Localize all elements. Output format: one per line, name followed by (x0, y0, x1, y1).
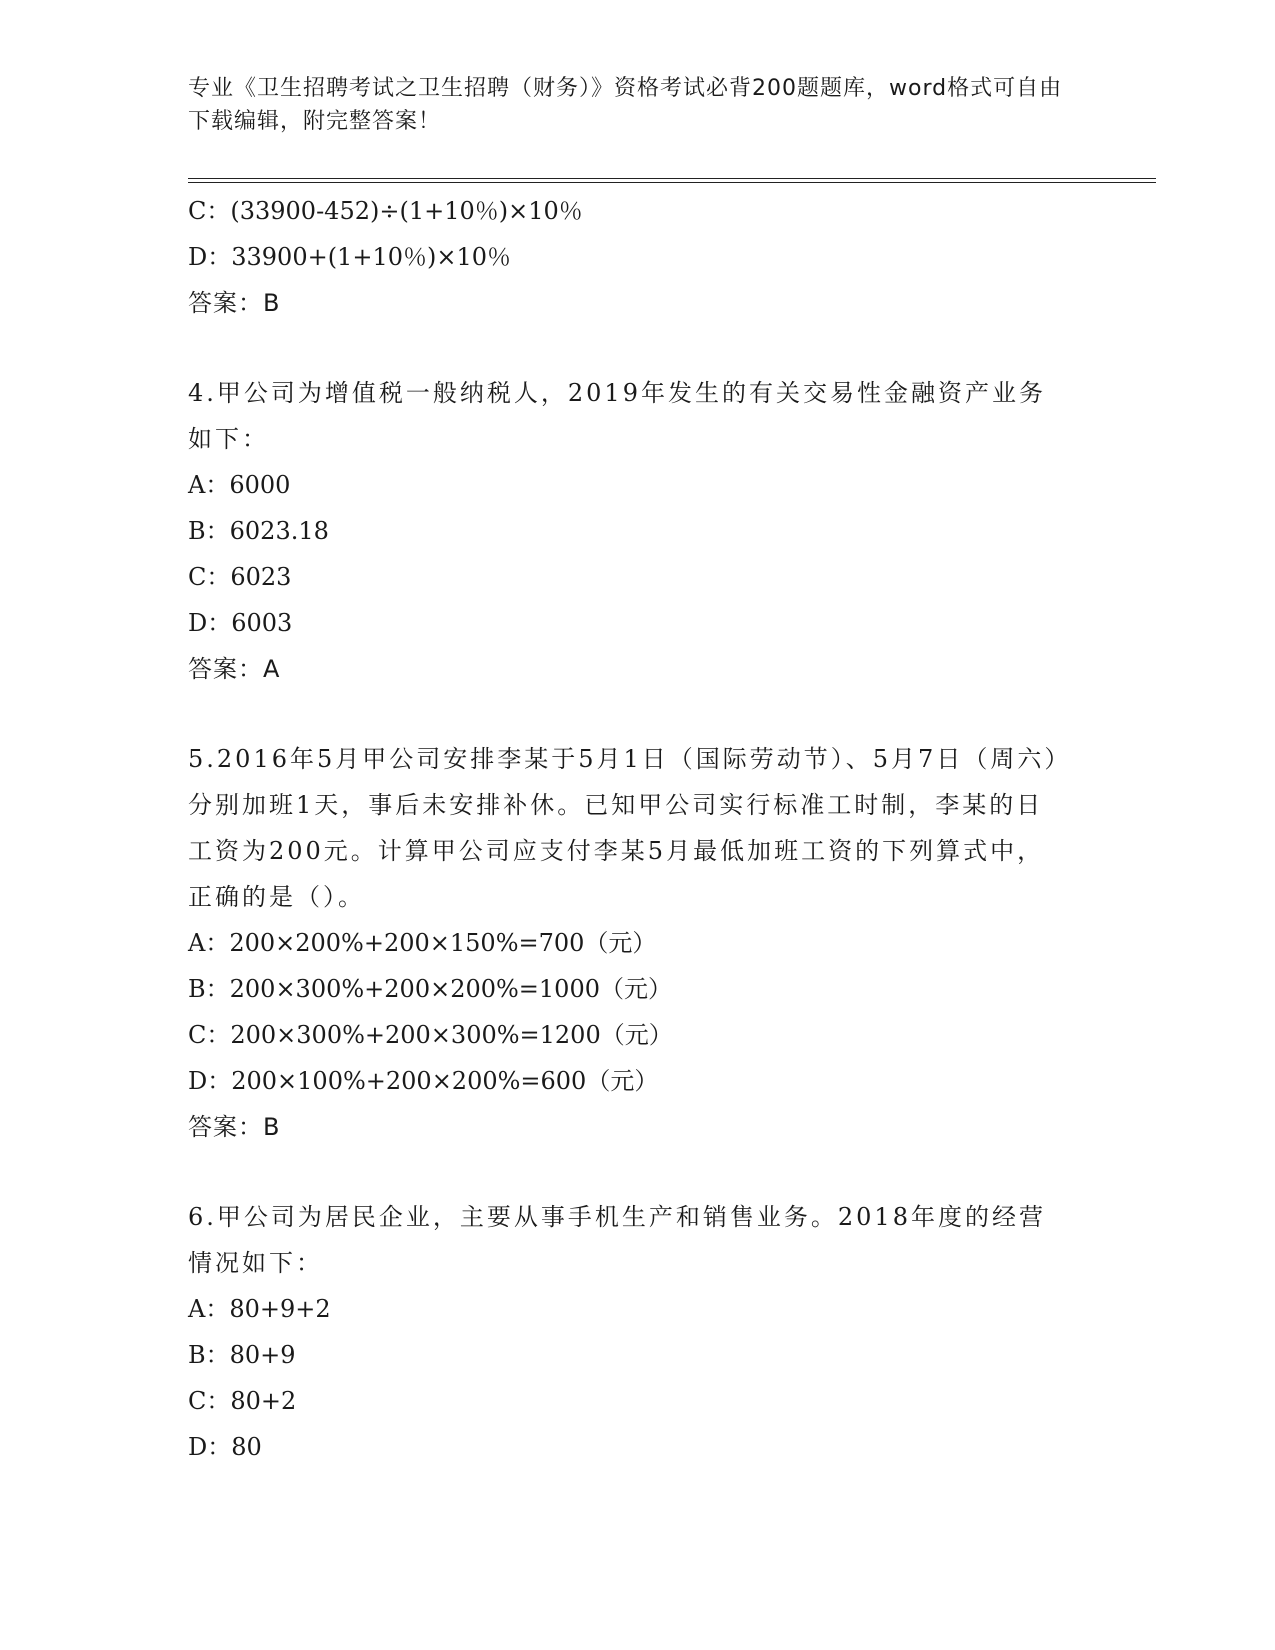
option-d: D：6003 (188, 609, 293, 637)
answer-line: 答案：A (188, 655, 281, 683)
option-c: C：6023 (188, 563, 292, 591)
option-b: B：200×300%+200×200%=1000（元） (188, 975, 672, 1003)
option-d: D：200×100%+200×200%=600（元） (188, 1067, 659, 1095)
spacer (188, 692, 1068, 736)
question-6 (188, 1194, 1068, 1470)
previous-question-tail (188, 188, 1068, 326)
question-5 (188, 736, 1068, 1150)
document-header: 专业《卫生招聘考试之卫生招聘（财务）》资格考试必背200题题库，word格式可自由下载编辑，附完整答案！ (188, 76, 1063, 134)
question-4 (188, 370, 1068, 692)
option-d: D：80 (188, 1433, 262, 1461)
question-text: 5.2016年5月甲公司安排李某于5月1日（国际劳动节）、5月7日（周六）分别加班1天，事后未安排补休。已知甲公司实行标准工时制，李某的日工资为200元。计算甲公司应支付李某5月最低加班工资的下列算式中，正确的是（）。 (188, 745, 1060, 911)
option-a: A：200×200%+200×150%=700（元） (188, 929, 657, 957)
answer-line: 答案：B (188, 1113, 281, 1141)
spacer (188, 1150, 1068, 1194)
option-d: D：33900+(1+10％)×10％ (188, 243, 511, 271)
option-c: C：80+2 (188, 1387, 297, 1415)
spacer (188, 326, 1068, 370)
option-c: C：(33900-452)÷(1+10％)×10％ (188, 197, 583, 225)
answer-line: 答案：B (188, 289, 281, 317)
header-divider (188, 178, 1156, 183)
option-a: A：6000 (188, 471, 291, 499)
option-c: C：200×300%+200×300%=1200（元） (188, 1021, 673, 1049)
question-text: 6.甲公司为居民企业，主要从事手机生产和销售业务。2018年度的经营情况如下： (188, 1203, 1046, 1277)
option-b: B：6023.18 (188, 517, 329, 545)
option-a: A：80+9+2 (188, 1295, 331, 1323)
question-text: 4.甲公司为增值税一般纳税人，2019年发生的有关交易性金融资产业务如下： (188, 379, 1046, 453)
option-b: B：80+9 (188, 1341, 296, 1369)
document-body (188, 188, 1068, 1470)
